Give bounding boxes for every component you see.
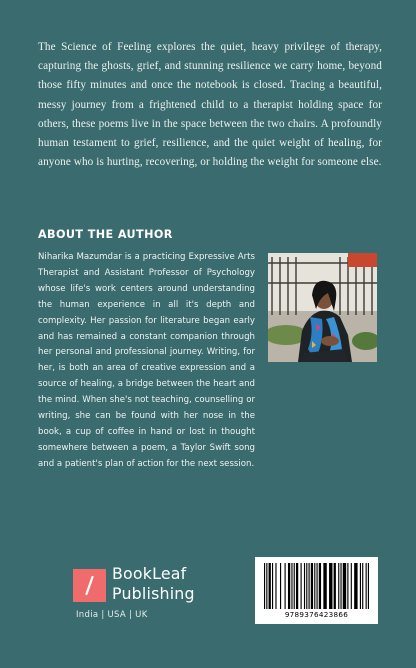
barcode-bar <box>306 563 307 609</box>
barcode-bar <box>368 563 369 609</box>
barcode-bar <box>354 563 357 609</box>
barcode-bar <box>319 563 321 609</box>
barcode-bar <box>296 563 298 609</box>
barcode-bar <box>301 563 302 609</box>
barcode-bar <box>269 563 271 609</box>
barcode-bar <box>366 563 367 609</box>
book-blurb: The Science of Feeling explores the quiet, heavy privilege of therapy, capturing the ghosts, grief, and stunning resilience we carry home, beyond those fifty minutes and once the notebook is closed. Tracing a beautiful, messy journey from a frightened child to a therapist holding space for others, these poems live in the space between the two chairs. A profoundly human testament to grief, resilience, and the quiet weight of healing, for anyone who is hurting, recovering, or holding the weight for someone else. <box>38 41 382 169</box>
barcode-bar <box>314 563 315 609</box>
barcode-bar <box>343 563 346 609</box>
barcode-bar <box>360 563 361 609</box>
barcode-bar <box>338 563 339 609</box>
barcode-bar <box>304 563 305 609</box>
isbn-barcode <box>255 557 378 624</box>
barcode-bar <box>291 563 292 609</box>
barcode-bar <box>264 563 265 609</box>
publisher-regions: India | USA | UK <box>76 610 148 620</box>
author-bio: Niharika Mazumdar is a practicing Expressive Arts Therapist and Assistant Professor of Psychology whose life's work centers around understanding the human experience in all it's depth and complexity. Her passion for literature began early and has remained a constant companion through her personal and professional journey. Writing, for her, is both an area of creative expression and a source of healing, a bridge between the heart and the mind. When she's not teaching, counselling or writing, she can be found with her nose in the book, a cup of coffee in hand or lost in thought somewhere between a poem, a Taylor Swift song and a patient's plan of action for the next session. <box>38 252 255 469</box>
barcode-bar <box>362 563 363 609</box>
publisher-name-line2: Publishing <box>112 584 195 603</box>
barcode-bars <box>264 563 369 609</box>
publisher-name-line1: BookLeaf <box>112 564 187 583</box>
author-photo <box>268 253 377 362</box>
barcode-bar <box>280 563 281 609</box>
isbn-number: 9789376423866 <box>284 610 349 619</box>
about-author-heading: ABOUT THE AUTHOR <box>38 228 173 241</box>
barcode-bar <box>272 563 273 609</box>
barcode-bar <box>334 563 336 609</box>
barcode-bar <box>347 563 348 609</box>
barcode-bar <box>311 563 313 609</box>
barcode-bar <box>288 563 290 609</box>
barcode-bar <box>351 563 352 609</box>
barcode-bar <box>266 563 267 609</box>
barcode-bar <box>275 563 276 609</box>
barcode-bar <box>329 563 332 609</box>
barcode-bar <box>340 563 341 609</box>
barcode-bar <box>285 563 286 609</box>
barcode-bar <box>309 563 310 609</box>
slash-logo-icon <box>73 569 106 602</box>
barcode-bar <box>323 563 326 609</box>
barcode-bar <box>294 563 295 609</box>
author-photo-illustration <box>268 253 377 362</box>
publisher-logo <box>73 563 213 627</box>
barcode-bar <box>317 563 318 609</box>
